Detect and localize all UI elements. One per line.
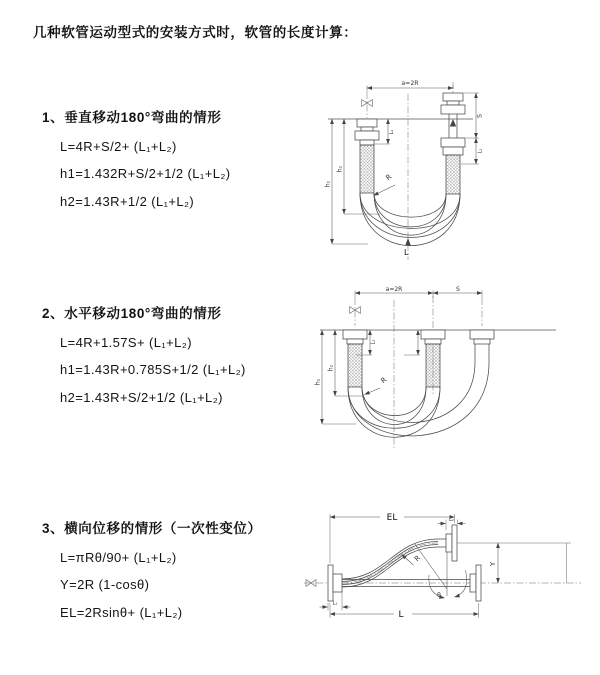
section-1 bbox=[42, 106, 231, 209]
formula-3-2: Y=2R (1-cosθ) bbox=[60, 577, 150, 592]
radius-label: R bbox=[379, 375, 389, 386]
dim-s-label: S bbox=[476, 114, 484, 118]
formula-2-3: h2=1.43R+S/2+1/2 (L₁+L₂) bbox=[60, 389, 223, 405]
dim-el-label: EL bbox=[386, 513, 398, 523]
hose-assembly bbox=[328, 525, 481, 601]
formula-3-1: L=πRθ/90+ (L₁+L₂) bbox=[60, 549, 177, 565]
length-label: L bbox=[404, 248, 409, 257]
dim-l1-right-label: L₁ bbox=[477, 148, 484, 154]
braid-section bbox=[348, 344, 362, 387]
dim-span-label: a=2R bbox=[401, 80, 419, 87]
centerlines bbox=[367, 82, 453, 260]
formula-1-2: h1=1.432R+S/2+1/2 (L₁+L₂) bbox=[60, 166, 231, 181]
dim-l1-label: L₁ bbox=[389, 129, 395, 135]
dim-h2-label: h₂ bbox=[327, 364, 335, 372]
dim-h1-label: h₁ bbox=[314, 378, 322, 386]
braid-section bbox=[360, 145, 374, 193]
angle-construction bbox=[415, 540, 448, 596]
page-title: 几种软管运动型式的安装方式时，软管的长度计算： bbox=[33, 25, 358, 40]
diagram-horizontal-180-bend bbox=[308, 284, 588, 456]
section-1-heading: 1、垂直移动180°弯曲的情形 bbox=[42, 110, 222, 125]
braid-section bbox=[446, 155, 460, 194]
diagram-vertical-180-bend bbox=[310, 76, 580, 264]
diagram-lateral-displacement bbox=[298, 503, 588, 648]
dimensions bbox=[306, 514, 571, 618]
dim-s-label: S bbox=[456, 286, 460, 293]
section-3 bbox=[42, 517, 262, 620]
hose-assembly bbox=[355, 93, 465, 246]
formula-1-1: L=4R+S/2+ (L₁+L₂) bbox=[60, 138, 177, 154]
hose-assembly bbox=[343, 330, 494, 437]
formula-3-3: EL=2Rsinθ+ (L₁+L₂) bbox=[60, 604, 183, 620]
dim-l1-label: L₁ bbox=[370, 339, 377, 345]
radius-label: R bbox=[384, 172, 394, 183]
formula-1-3: h2=1.43R+1/2 (L₁+L₂) bbox=[60, 193, 195, 209]
dim-h1-label: h₁ bbox=[324, 180, 332, 188]
section-3-heading: 3、横向位移的情形（一次性变位） bbox=[42, 521, 262, 536]
dim-l-label: L bbox=[398, 610, 404, 620]
diagram3-labels bbox=[333, 513, 497, 620]
theta-label: θ bbox=[437, 592, 441, 599]
dim-l1-label: L₁ bbox=[332, 600, 338, 607]
radius-label: R bbox=[413, 554, 423, 564]
dim-l2-label: L₂ bbox=[449, 517, 454, 523]
section-2 bbox=[42, 302, 246, 405]
dim-h2-label: h₂ bbox=[336, 165, 344, 173]
formula-2-2: h1=1.43R+0.785S+1/2 (L₁+L₂) bbox=[60, 362, 246, 377]
formula-2-1: L=4R+1.57S+ (L₁+L₂) bbox=[60, 334, 192, 350]
section-2-heading: 2、水平移动180°弯曲的情形 bbox=[42, 306, 222, 321]
braid-section bbox=[426, 344, 440, 387]
dim-y-label: Y bbox=[489, 561, 497, 567]
centerlines bbox=[304, 543, 581, 583]
centerlines bbox=[355, 296, 482, 448]
dim-span-label: a=2R bbox=[385, 286, 403, 293]
